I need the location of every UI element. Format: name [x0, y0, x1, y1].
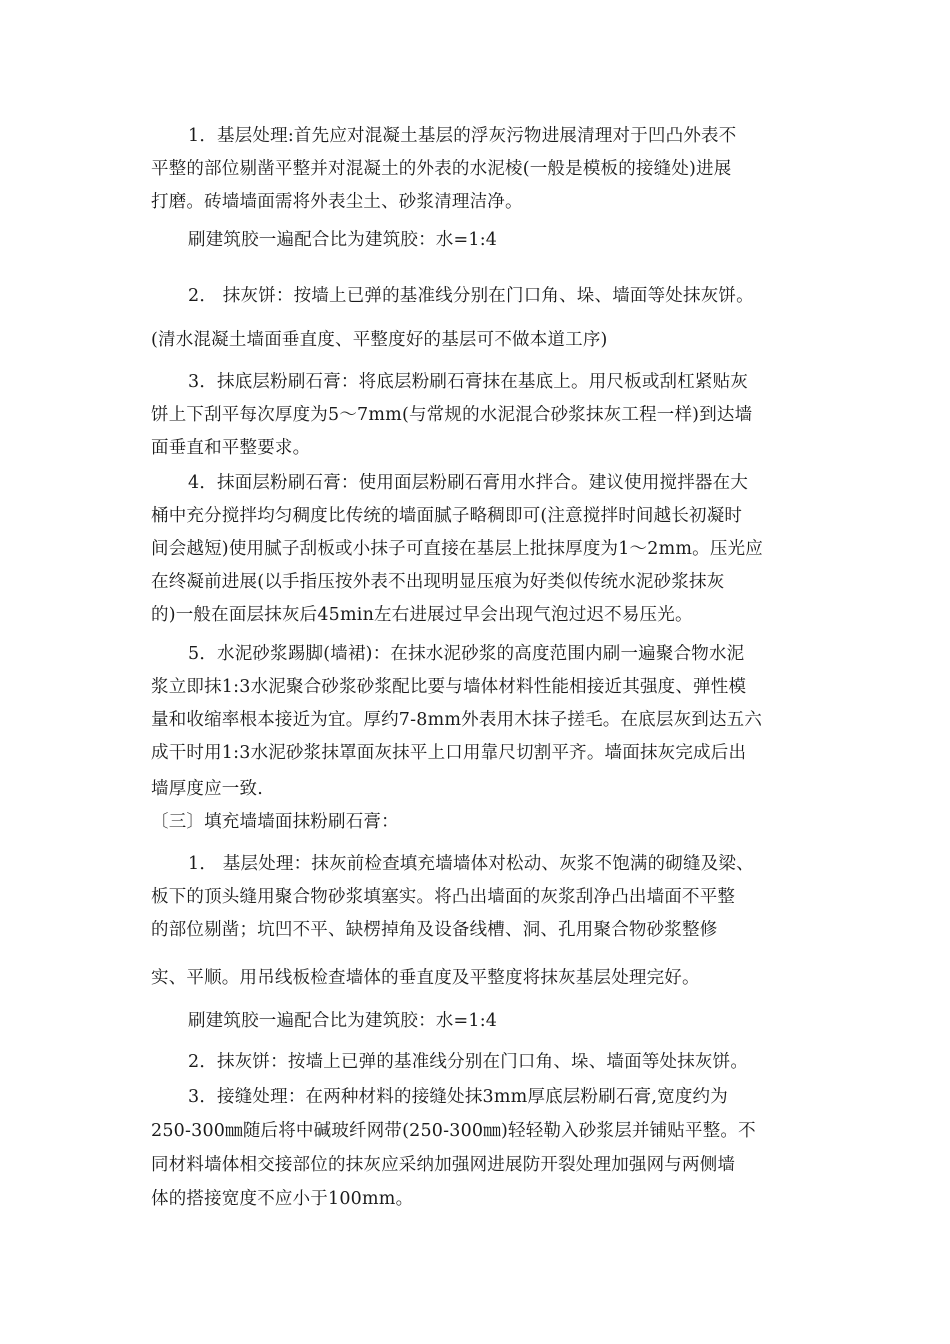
text-line: 的部位剔凿；坑凹不平、缺楞掉角及设备线槽、洞、孔用聚合物砂浆整修 — [151, 920, 718, 940]
text-line: 平整的部位剔凿平整并对混凝土的外表的水泥棱(一般是模板的接缝处)进展 — [151, 159, 732, 179]
text-line: 浆立即抹1:3水泥聚合砂浆砂浆配比要与墙体材料性能相接近其强度、弹性模 — [151, 677, 747, 697]
text-line: 的)一般在面层抹灰后45min左右进展过早会出现气泡过迟不易压光。 — [151, 605, 693, 625]
text-line: 刷建筑胶一遍配合比为建筑胶：水=1:4 — [188, 1011, 498, 1031]
text-line: 4．抹面层粉刷石膏：使用面层粉刷石膏用水拌合。建议使用搅拌器在大 — [188, 473, 749, 493]
text-line: 面垂直和平整要求。 — [151, 438, 311, 458]
text-line: 成干时用1:3水泥砂浆抹罩面灰抹平上口用靠尺切割平齐。墙面抹灰完成后出 — [151, 743, 747, 763]
text-line: 桶中充分搅拌均匀稠度比传统的墙面腻子略稠即可(注意搅拌时间越长初凝时 — [151, 506, 743, 526]
text-line: 3．接缝处理：在两种材料的接缝处抹3mm厚底层粉刷石膏,宽度约为 — [188, 1087, 728, 1107]
text-line: 2． 抹灰饼：按墙上已弹的基准线分别在门口角、垛、墙面等处抹灰饼。 — [188, 286, 754, 306]
text-line: 在终凝前进展(以手指压按外表不出现明显压痕为好类似传统水泥砂浆抹灰 — [151, 572, 725, 592]
text-line: 墙厚度应一致. — [151, 779, 263, 799]
text-line: 1．基层处理:首先应对混凝土基层的浮灰污物进展清理对于凹凸外表不 — [188, 126, 737, 146]
text-line: 1． 基层处理：抹灰前检查填充墙墙体对松动、灰浆不饱满的砌缝及梁、 — [188, 854, 754, 874]
text-line: 量和收缩率根本接近为宜。厚约7-8mm外表用木抹子搓毛。在底层灰到达五六 — [151, 710, 763, 730]
text-line: 实、平顺。用吊线板检查墙体的垂直度及平整度将抹灰基层处理完好。 — [151, 968, 700, 988]
text-line: 刷建筑胶一遍配合比为建筑胶：水=1:4 — [188, 230, 498, 250]
text-line: 板下的顶头缝用聚合物砂浆填塞实。将凸出墙面的灰浆刮净凸出墙面不平整 — [151, 887, 736, 907]
text-line: (清水混凝土墙面垂直度、平整度好的基层可不做本道工序) — [151, 330, 608, 350]
text-line: 间会越短)使用腻子刮板或小抹子可直接在基层上批抹厚度为1～2mm。压光应 — [151, 539, 763, 559]
text-line: 3．抹底层粉刷石膏：将底层粉刷石膏抹在基底上。用尺板或刮杠紧贴灰 — [188, 372, 749, 392]
text-line: 同材料墙体相交接部位的抹灰应采纳加强网进展防开裂处理加强网与两侧墙 — [151, 1155, 736, 1175]
text-line: 打磨。砖墙墙面需将外表尘土、砂浆清理洁净。 — [151, 192, 523, 212]
text-line: 饼上下刮平每次厚度为5～7mm(与常规的水泥混合砂浆抹灰工程一样)到达墙 — [151, 405, 753, 425]
section-heading: 〔三〕填充墙墙面抹粉刷石膏： — [151, 812, 399, 832]
text-line: 250-300㎜随后将中碱玻纤网带(250-300㎜)轻轻勒入砂浆层并铺贴平整。不 — [151, 1121, 756, 1141]
text-line: 5．水泥砂浆踢脚(墙裙)：在抹水泥砂浆的高度范围内刷一遍聚合物水泥 — [188, 644, 745, 664]
text-line: 2．抹灰饼：按墙上已弹的基准线分别在门口角、垛、墙面等处抹灰饼。 — [188, 1052, 749, 1072]
text-line: 体的搭接宽度不应小于100mm。 — [151, 1189, 414, 1209]
